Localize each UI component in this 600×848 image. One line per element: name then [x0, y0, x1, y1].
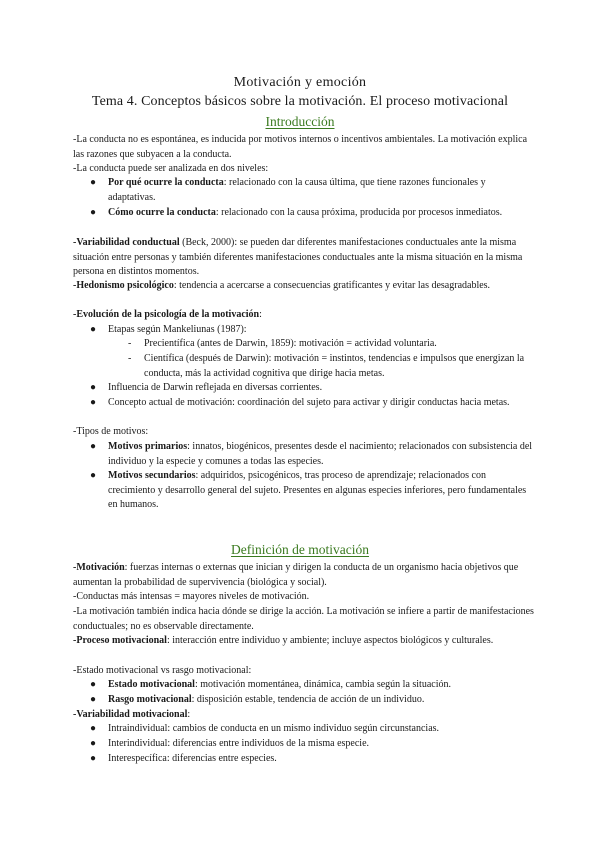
term: Motivos primarios: [108, 441, 188, 452]
estado-vs-rasgo-label: -Estado motivacional vs rasgo motivacional:: [73, 665, 252, 676]
list-item-motivos-secundarios: [108, 469, 533, 513]
term: Cómo ocurre la conducta: [108, 207, 216, 218]
list-item-concepto-actual: Concepto actual de motivación: coordinación del sujeto para activar y dirigir conductas hacia metas.: [108, 397, 510, 408]
list-item-como: [108, 206, 533, 221]
proceso-motivacional-paragraph: [73, 634, 535, 649]
section-heading-definicion: Definición de motivación: [231, 542, 369, 557]
intensidad-paragraph: -Conductas más intensas = mayores niveles de motivación.: [73, 591, 310, 602]
variabilidad-motivacional-label: -Variabilidad motivacional:: [73, 709, 191, 720]
list-item-por-que: [108, 176, 533, 205]
term: -Evolución de la psicología de la motivación: [73, 309, 260, 320]
term: -Motivación: [73, 562, 125, 573]
bullet-glyph: ●: [90, 679, 97, 690]
bullet-glyph: ●: [90, 177, 97, 188]
term: Por qué ocurre la conducta: [108, 177, 224, 188]
term: -Proceso motivacional: [73, 635, 167, 646]
term: -Variabilidad conductual: [73, 237, 180, 248]
document-title: Motivación y emoción: [233, 75, 367, 90]
list-item-motivos-primarios: [108, 440, 533, 469]
bullet-glyph: ●: [90, 723, 97, 734]
list-item-etapas: Etapas según Mankeliunas (1987):: [108, 324, 247, 335]
list-item-influencia: Influencia de Darwin reflejada en diversas corrientes.: [108, 382, 323, 393]
desc: : motivación momentánea, dinámica, cambia según la situación.: [194, 679, 451, 690]
bullet-glyph: ●: [90, 397, 97, 408]
bullet-glyph: ●: [90, 207, 97, 218]
bullet-glyph: ●: [90, 324, 97, 335]
sublist-item-cientifica: Científica (después de Darwin): motivación = instintos, tendencias e impulsos que energizan la conducta, más la actividad cognitiva que dirige hacia metas.: [144, 353, 525, 379]
desc: : tendencia a acercarse a consecuencias gratificantes y evitar las desagradables.: [173, 280, 491, 291]
bullet-glyph: ●: [90, 441, 97, 452]
direccion-paragraph: -La motivación también indica hacia dónde se dirige la acción. La motivación se infiere a partir de manifestaciones conductuales; no es observable directamente.: [73, 606, 534, 632]
desc: : fuerzas internas o externas que inician y dirigen la conducta de un organismo hacia objetivos que aumentan la probabilidad de supervivencia (biológica y social).: [73, 562, 519, 588]
term: Rasgo motivacional: [108, 694, 192, 705]
bullet-glyph: ●: [90, 738, 97, 749]
document-subtitle: Tema 4. Conceptos básicos sobre la motivación. El proceso motivacional: [91, 94, 509, 109]
bullet-glyph: ●: [90, 753, 97, 764]
desc: : disposición estable, tendencia de acción de un individuo.: [191, 694, 425, 705]
variabilidad-conductual-paragraph: [73, 236, 535, 280]
list-item-interindividual: Interindividual: diferencias entre individuos de la misma especie.: [108, 738, 370, 749]
intro-paragraph: -La conducta no es espontánea, es inducida por motivos internos o incentivos ambientales. La motivación explica las razones que subyacen a la conducta.: [73, 134, 528, 160]
hedonismo-paragraph: [73, 279, 535, 294]
desc: : adquiridos, psicogénicos, tras proceso de aprendizaje; relacionados con crecimiento y desarrollo general del sujeto. Presentes en algunas especies inferiores, pero fundamentales en humanos.: [108, 470, 527, 511]
bullet-glyph: ●: [90, 694, 97, 705]
section-heading-introduccion: Introducción: [265, 114, 335, 129]
sublist-item-precientifica: Precientífica (antes de Darwin, 1859): motivación = actividad voluntaria.: [144, 338, 437, 349]
bullet-glyph: ●: [90, 382, 97, 393]
tipos-motivos-label: -Tipos de motivos:: [73, 426, 149, 437]
motivacion-paragraph: [73, 561, 535, 590]
list-item-rasgo: [108, 693, 533, 708]
term: Motivos secundarios: [108, 470, 196, 481]
list-item-estado: [108, 678, 533, 693]
term: -Variabilidad motivacional: [73, 709, 188, 720]
desc: (Beck, 2000): se pueden dar diferentes manifestaciones conductuales ante la misma situación entre personas y también diferentes manifestaciones conductuales ante la misma situación en la misma persona en distintos momentos.: [73, 237, 523, 278]
bullet-glyph: ●: [90, 470, 97, 481]
desc: : innatos, biogénicos, presentes desde el nacimiento; relacionados con subsistencia del individuo y la especie y comunes a todas las especies.: [108, 441, 533, 467]
desc: : relacionado con la causa última, que tiene razones funcionales y adaptativas.: [108, 177, 486, 203]
desc: : interacción entre individuo y ambiente; incluye aspectos biológicos y culturales.: [166, 635, 494, 646]
list-item-interespecifica: Interespecífica: diferencias entre especies.: [108, 753, 277, 764]
levels-label: -La conducta puede ser analizada en dos niveles:: [73, 163, 269, 174]
term: -Hedonismo psicológico: [73, 280, 174, 291]
desc: : relacionado con la causa próxima, producida por procesos inmediatos.: [215, 207, 503, 218]
dash-glyph: -: [128, 353, 132, 364]
dash-glyph: -: [128, 338, 132, 349]
evolucion-label: -Evolución de la psicología de la motivación:: [73, 309, 262, 320]
term: Estado motivacional: [108, 679, 195, 690]
list-item-intraindividual: Intraindividual: cambios de conducta en un mismo individuo según circunstancias.: [108, 723, 440, 734]
